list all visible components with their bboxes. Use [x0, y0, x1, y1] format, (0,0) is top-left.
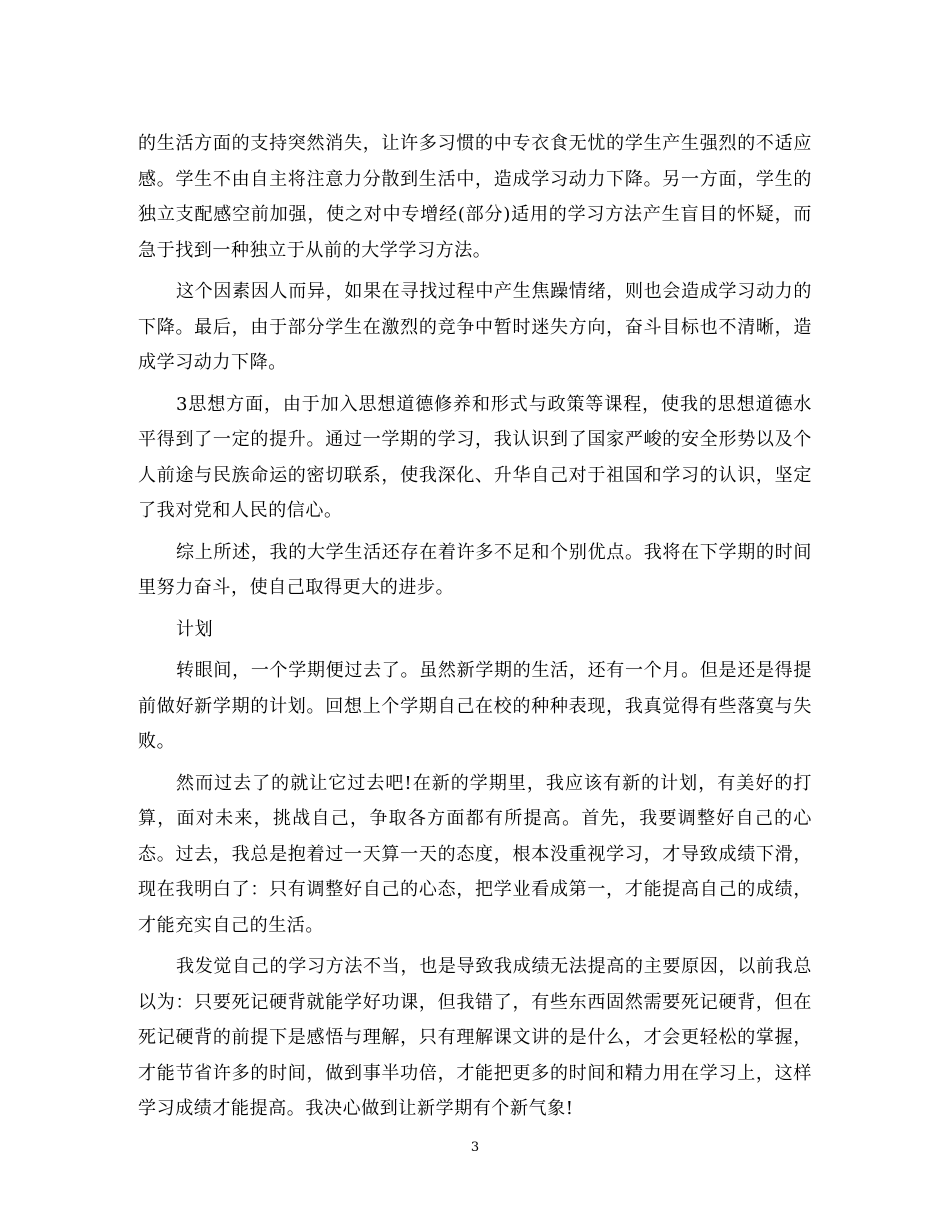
paragraph: 综上所述，我的大学生活还存在着许多不足和个别优点。我将在下学期的时间里努力奋斗，使自己取得更大的进步。: [138, 541, 812, 598]
paragraph: 然而过去了的就让它过去吧!在新的学期里，我应该有新的计划，有美好的打算，面对未来，挑战自己，争取各方面都有所提高。首先，我要调整好自己的心态。过去，我总是抱着过一天算一天的态度，根本没重视学习，才导致成绩下滑，现在我明白了：只有调整好自己的心态，把学业看成第一，才能提高自己的成绩，才能充实自己的生活。: [138, 772, 812, 936]
paragraph: 的生活方面的支持突然消失，让许多习惯的中专衣食无忧的学生产生强烈的不适应感。学生不由自主将注意力分散到生活中，造成学习动力下降。另一方面，学生的独立支配感空前加强，使之对中专增经(部分)适用的学习方法产生盲目的怀疑，而急于找到一种独立于从前的大学学习方法。: [138, 133, 812, 261]
paragraph: 我发觉自己的学习方法不当，也是导致我成绩无法提高的主要原因，以前我总以为：只要死记硬背就能学好功课，但我错了，有些东西固然需要死记硬背，但在死记硬背的前提下是感悟与理解，只有理解课文讲的是什么，才会更轻松的掌握，才能节省许多的时间，做到事半功倍，才能把更多的时间和精力用在学习上，这样学习成绩才能提高。我决心做到让新学期有个新气象!: [138, 956, 812, 1119]
paragraph: 转眼间，一个学期便过去了。虽然新学期的生活，还有一个月。但是还是得提前做好新学期的计划。回想上个学期自己在校的种种表现，我真觉得有些落寞与失败。: [138, 660, 812, 752]
section-heading: 计划: [176, 618, 214, 640]
document-body: [138, 126, 812, 1133]
page-number: 3: [470, 1140, 480, 1155]
paragraph: 3思想方面，由于加入思想道德修养和形式与政策等课程，使我的思想道德水平得到了一定的提升。通过一学期的学习，我认识到了国家严峻的安全形势以及个人前途与民族命运的密切联系，使我深化、升华自己对于祖国和学习的认识，坚定了我对党和人民的信心。: [138, 393, 812, 521]
paragraph: 这个因素因人而异，如果在寻找过程中产生焦躁情绪，则也会造成学习动力的下降。最后，由于部分学生在激烈的竞争中暂时迷失方向，奋斗目标也不清晰，造成学习动力下降。: [138, 281, 812, 373]
